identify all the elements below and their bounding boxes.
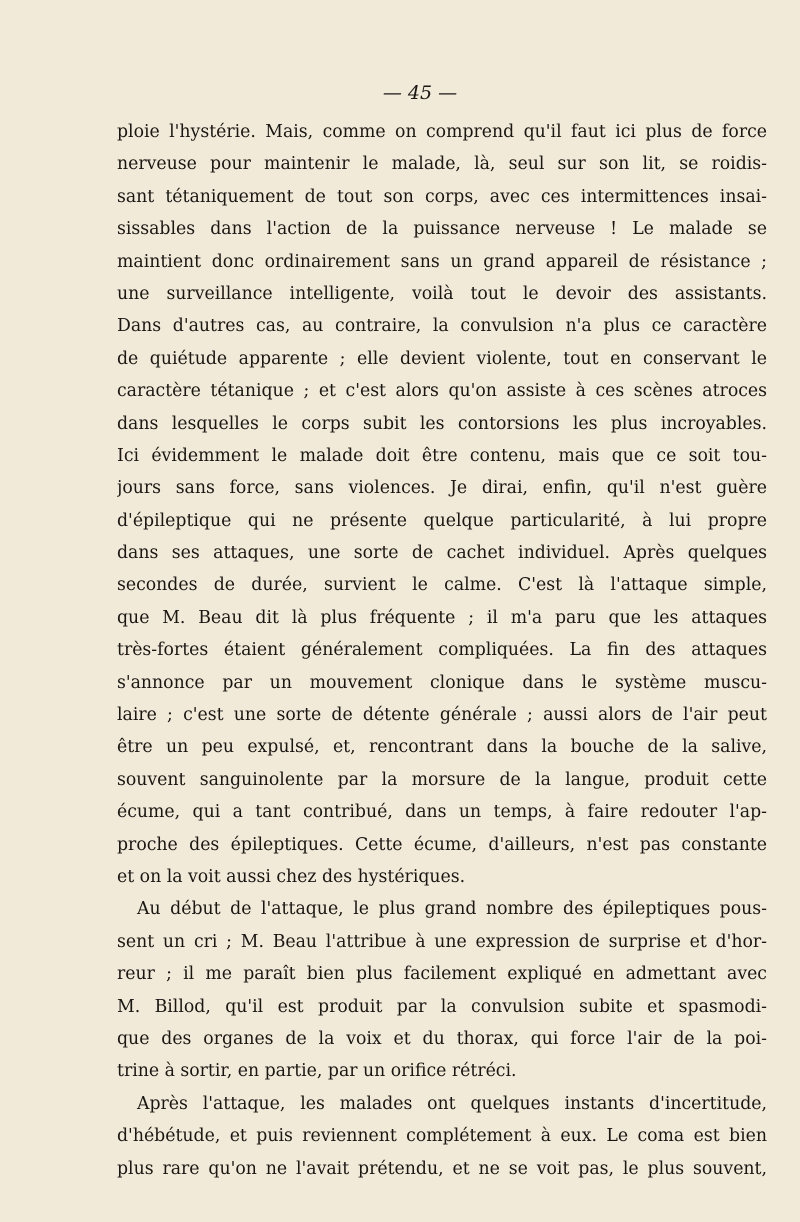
text-line: ploie l'hystérie. Mais, comme on comprend qu'il faut ici plus de force	[117, 122, 767, 142]
text-line: souvent sanguinolente par la morsure de la langue, produit cette	[117, 769, 767, 790]
text-line: d'épileptique qui ne présente quelque particularité, à lui propre	[117, 510, 767, 531]
body-text	[117, 116, 767, 1185]
text-line: Dans d'autres cas, au contraire, la convulsion n'a plus ce caractère	[117, 316, 767, 337]
text-line: écume, qui a tant contribué, dans un temps, à faire redouter l'ap-	[117, 802, 767, 823]
text-line: secondes de durée, survient le calme. C'est là l'attaque simple,	[117, 575, 767, 596]
text-line: maintient donc ordinairement sans un grand appareil de résistance ;	[117, 251, 767, 272]
text-line: Ici évidemment le malade doit être contenu, mais que ce soit tou-	[117, 445, 767, 466]
text-line: une surveillance intelligente, voilà tout le devoir des assistants.	[117, 283, 767, 304]
text-line: caractère tétanique ; et c'est alors qu'on assiste à ces scènes atroces	[117, 381, 767, 402]
text-line: très-fortes étaient généralement compliquées. La fin des attaques	[117, 640, 767, 661]
text-line: jours sans force, sans violences. Je dirai, enfin, qu'il n'est guère	[117, 478, 767, 499]
text-line: dans ses attaques, une sorte de cachet individuel. Après quelques	[117, 543, 767, 564]
text-line: laire ; c'est une sorte de détente générale ; aussi alors de l'air peut	[117, 705, 767, 726]
text-line: Au début de l'attaque, le plus grand nombre des épileptiques pous-	[137, 899, 767, 920]
text-line: d'hébétude, et puis reviennent complétement à eux. Le coma est bien	[117, 1126, 767, 1147]
text-line: reur ; il me paraît bien plus facilement expliqué en admettant avec	[117, 964, 767, 985]
text-line: nerveuse pour maintenir le malade, là, seul sur son lit, se roidis-	[117, 154, 767, 175]
text-line: et on la voit aussi chez des hystériques.	[117, 866, 466, 887]
text-line: dans lesquelles le corps subit les contorsions les plus incroyables.	[117, 413, 767, 434]
page-number: — 45 —	[382, 82, 458, 104]
text-line: M. Billod, qu'il est produit par la convulsion subite et spasmodi-	[117, 996, 767, 1017]
text-line: plus rare qu'on ne l'avait prétendu, et ne se voit pas, le plus souvent,	[117, 1158, 767, 1179]
text-line: Après l'attaque, les malades ont quelques instants d'incertitude,	[137, 1093, 767, 1114]
text-line: que M. Beau dit là plus fréquente ; il m'a paru que les attaques	[117, 607, 767, 628]
text-line: de quiétude apparente ; elle devient violente, tout en conservant le	[117, 348, 767, 369]
text-line: que des organes de la voix et du thorax, qui force l'air de la poi-	[117, 1028, 767, 1049]
text-line: être un peu expulsé, et, rencontrant dans la bouche de la salive,	[117, 737, 767, 758]
text-line: trine à sortir, en partie, par un orifice rétréci.	[117, 1061, 517, 1082]
text-line: sissables dans l'action de la puissance nerveuse ! Le malade se	[117, 219, 767, 240]
text-line: s'annonce par un mouvement clonique dans le système muscu-	[117, 672, 767, 693]
text-line: proche des épileptiques. Cette écume, d'ailleurs, n'est pas constante	[117, 834, 767, 855]
text-line: sent un cri ; M. Beau l'attribue à une expression de surprise et d'hor-	[117, 931, 767, 952]
text-line: sant tétaniquement de tout son corps, avec ces intermittences insai-	[117, 186, 767, 207]
